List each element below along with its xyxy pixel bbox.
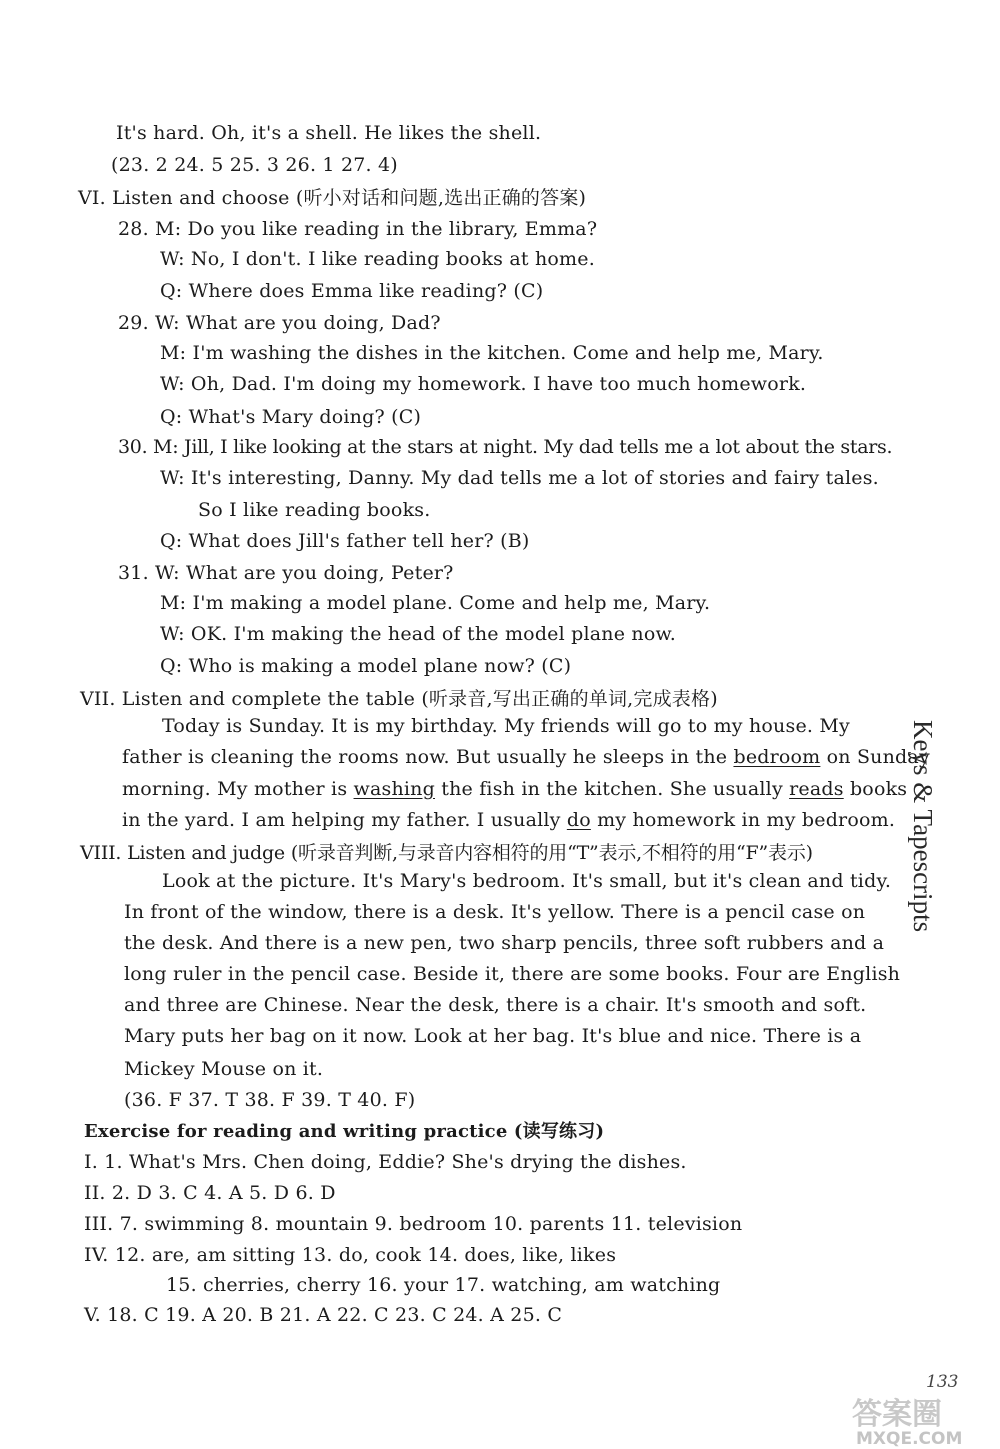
section-heading-viii: VIII. Listen and judge (听录音判断,与录音内容相符的用“T”表示,不相符的用“F”表示) (80, 842, 813, 864)
answer-line: (23. 2 24. 5 25. 3 26. 1 27. 4) (111, 154, 398, 176)
answer-word-reads: reads (789, 778, 844, 800)
answer-line: It's hard. Oh, it's a shell. He likes the shell. (116, 122, 542, 144)
dialogue-line: 28. M: Do you like reading in the library, Emma? (118, 218, 598, 240)
dialogue-line: So I like reading books. (198, 499, 431, 521)
passage-line: Look at the picture. It's Mary's bedroom. It's small, but it's clean and tidy. (162, 870, 892, 892)
exercise-answer: V. 18. C 19. A 20. B 21. A 22. C 23. C 24. A 25. C (84, 1304, 563, 1326)
dialogue-line: M: I'm washing the dishes in the kitchen. Come and help me, Mary. (160, 342, 824, 364)
passage-line: long ruler in the pencil case. Beside it, there are some books. Four are English (124, 963, 901, 985)
exercise-answer: 15. cherries, cherry 16. your 17. watching, am watching (166, 1274, 721, 1296)
passage-line (122, 777, 907, 801)
side-running-title: Keys & Tapescripts (908, 720, 938, 933)
dialogue-line: W: No, I don't. I like reading books at home. (160, 248, 595, 270)
exercise-answer: I. 1. What's Mrs. Chen doing, Eddie? She's drying the dishes. (84, 1151, 687, 1173)
answer-word-washing: washing (353, 778, 435, 800)
exercise-answer: III. 7. swimming 8. mountain 9. bedroom 10. parents 11. television (84, 1213, 743, 1235)
passage-line (122, 745, 930, 769)
passage-line: In front of the window, there is a desk. It's yellow. There is a pencil case on (124, 901, 866, 923)
exercise-heading: Exercise for reading and writing practice (读写练习) (84, 1121, 605, 1142)
section-heading-vii: VII. Listen and complete the table (听录音,写出正确的单词,完成表格) (80, 688, 718, 710)
dialogue-line: 31. W: What are you doing, Peter? (118, 562, 454, 584)
dialogue-line: Q: Who is making a model plane now? (C) (160, 655, 572, 677)
dialogue-line: W: OK. I'm making the head of the model plane now. (160, 623, 676, 645)
dialogue-line: W: It's interesting, Danny. My dad tells me a lot of stories and fairy tales. (160, 467, 879, 489)
passage-line: Mickey Mouse on it. (124, 1058, 324, 1080)
passage-line: the desk. And there is a new pen, two sharp pencils, three soft rubbers and a (124, 932, 885, 954)
exercise-answer: II. 2. D 3. C 4. A 5. D 6. D (84, 1182, 336, 1204)
passage-text: morning. My mother is (122, 778, 354, 800)
watermark-logo (846, 1392, 998, 1448)
dialogue-line: W: Oh, Dad. I'm doing my homework. I have too much homework. (160, 373, 807, 395)
answer-word-do: do (566, 809, 591, 831)
section-heading-vi: VI. Listen and choose (听小对话和问题,选出正确的答案) (78, 187, 587, 209)
dialogue-line: Q: Where does Emma like reading? (C) (160, 280, 544, 302)
passage-text: books (843, 778, 908, 800)
answer-line: (36. F 37. T 38. F 39. T 40. F) (124, 1089, 416, 1111)
passage-line: and three are Chinese. Near the desk, there is a chair. It's smooth and soft. (124, 994, 867, 1016)
answer-word-bedroom: bedroom (733, 746, 821, 768)
passage-line: Today is Sunday. It is my birthday. My friends will go to my house. My (162, 715, 850, 737)
dialogue-line: Q: What's Mary doing? (C) (160, 406, 422, 428)
watermark-url: MXQE.COM (856, 1429, 963, 1448)
dialogue-line: 30. M: Jill, I like looking at the stars at night. My dad tells me a lot about the stars. (118, 436, 893, 458)
watermark-logo-text: 答案圈 (852, 1397, 942, 1432)
passage-text: my homework in my bedroom. (590, 809, 896, 831)
passage-line: Mary puts her bag on it now. Look at her bag. It's blue and nice. There is a (124, 1025, 862, 1047)
dialogue-line: M: I'm making a model plane. Come and help me, Mary. (160, 592, 711, 614)
passage-text: on Sunday (820, 746, 930, 768)
dialogue-line: 29. W: What are you doing, Dad? (118, 312, 441, 334)
passage-text: father is cleaning the rooms now. But usually he sleeps in the (122, 746, 734, 768)
passage-text: in the yard. I am helping my father. I usually (122, 809, 567, 831)
dialogue-line: Q: What does Jill's father tell her? (B) (160, 530, 530, 552)
exercise-answer: IV. 12. are, am sitting 13. do, cook 14. does, like, likes (84, 1244, 617, 1266)
passage-text: the fish in the kitchen. She usually (435, 778, 790, 800)
watermark-graphic (846, 1392, 998, 1448)
page-number: 133 (926, 1372, 959, 1392)
passage-line (122, 808, 895, 832)
